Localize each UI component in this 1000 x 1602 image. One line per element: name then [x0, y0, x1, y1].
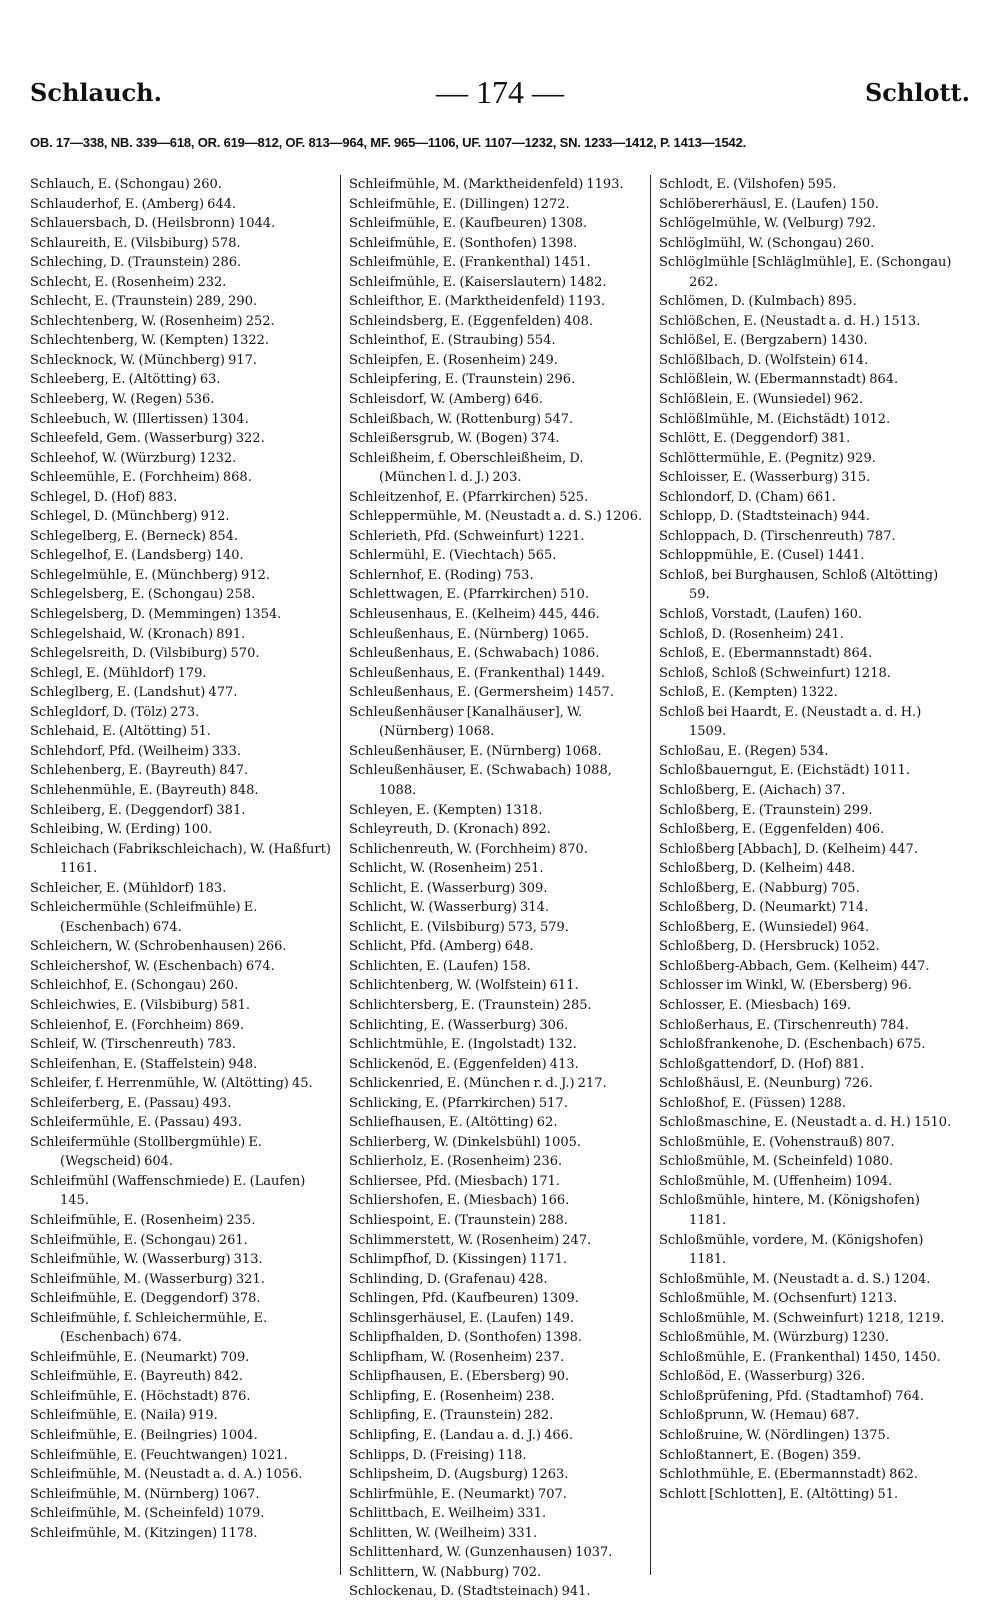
district-abbreviations: OB. 17—338, NB. 339—618, OR. 619—812, OF. 813—964, MF. 965—1106, UF. 1107—1232, SN. 1233—1412, P. 1413—1542.	[30, 135, 747, 150]
index-entry: Schleifermühle, E. (Passau) 493.	[30, 1115, 242, 1131]
index-entry: Schloppach, D. (Tirschenreuth) 787.	[659, 528, 896, 544]
index-entry: Schloßberg, E. (Aichach) 37.	[659, 782, 846, 798]
index-entry: Schleiberg, E. (Deggendorf) 381.	[30, 802, 246, 818]
index-entry: Schleifermühle (Stollbergmühle) E. (Wegscheid) 604.	[30, 1134, 262, 1170]
index-entry: Schleifmühle, M. (Nürnberg) 1067.	[30, 1486, 260, 1502]
index-entry: Schleifmühle, E. (Schongau) 261.	[30, 1232, 248, 1248]
index-entry: Schlichten, E. (Laufen) 158.	[349, 958, 531, 974]
index-entry: Schloßbauerngut, E. (Eichstädt) 1011.	[659, 763, 910, 779]
index-entry: Schlernhof, E. (Roding) 753.	[349, 567, 534, 583]
index-entry: Schlött, E. (Deggendorf) 381.	[659, 431, 851, 447]
index-entry: Schlöglmühle [Schläglmühle], E. (Schongau) 262.	[659, 255, 952, 290]
index-entry: Schlinding, D. (Grafenau) 428.	[349, 1271, 548, 1287]
index-entry: Schleißbach, W. (Rottenburg) 547.	[349, 411, 574, 427]
index-entry: Schleichwies, E. (Vilsbiburg) 581.	[30, 997, 250, 1013]
index-entry: Schloß, Schloß (Schweinfurt) 1218.	[659, 665, 891, 681]
index-entry: Schlicht, Pfd. (Amberg) 648.	[349, 939, 534, 955]
index-entry: Schlöbererhäusl, E. (Laufen) 150.	[659, 196, 879, 212]
index-entry: Schleifmühle, E. (Dillingen) 1272.	[349, 196, 570, 212]
index-entry: Schleching, D. (Traunstein) 286.	[30, 255, 242, 271]
index-entry: Schleußenhäuser, E. (Nürnberg) 1068.	[349, 743, 602, 759]
index-entry: Schleifmühle, E. (Deggendorf) 378.	[30, 1291, 261, 1307]
index-entry: Schleiferberg, E. (Passau) 493.	[30, 1095, 232, 1111]
index-entry: Schlipsheim, D. (Augsburg) 1263.	[349, 1467, 569, 1483]
index-entry: Schloß, bei Burghausen, Schloß (Altötting) 59.	[659, 567, 939, 603]
index-entry: Schleußenhaus, E. (Frankenthal) 1449.	[349, 665, 606, 681]
index-entry: Schleichermühle (Schleifmühle) E. (Eschenbach) 674.	[30, 900, 258, 935]
index-entry: Schleifmühle, E. (Bayreuth) 842.	[30, 1369, 244, 1385]
index-entry: Schlipfing, E. (Landau a. d. J.) 466.	[349, 1428, 574, 1443]
index-entry: Schlingen, Pfd. (Kaufbeuren) 1309.	[349, 1291, 579, 1307]
index-entry: Schloßberg, E. (Wunsiedel) 964.	[659, 919, 870, 935]
index-entry: Schlipfhalden, D. (Sonthofen) 1398.	[349, 1330, 583, 1346]
index-entry: Schleifmühle, E. (Sonthofen) 1398.	[349, 235, 578, 251]
index-entry: Schlichting, E. (Wasserburg) 306.	[349, 1017, 569, 1033]
index-entry: Schleehof, W. (Würzburg) 1232.	[30, 450, 237, 466]
index-entry: Schloßgattendorf, D. (Hof) 881.	[659, 1056, 865, 1072]
column-2	[340, 175, 650, 1600]
index-entry: Schlitten, W. (Weilheim) 331.	[349, 1525, 538, 1541]
index-entry: Schlecht, E. (Rosenheim) 232.	[30, 274, 227, 290]
index-entry: Schleeberg, W. (Regen) 536.	[30, 392, 215, 408]
index-entry: Schlierberg, W. (Dinkelsbühl) 1005.	[349, 1134, 582, 1150]
index-entry: Schleichern, W. (Schrobenhausen) 266.	[30, 939, 287, 955]
index-entry: Schlockenau, D. (Stadtsteinach) 941.	[349, 1584, 591, 1600]
page-header	[30, 70, 970, 110]
index-entry: Schliershofen, E. (Miesbach) 166.	[349, 1193, 570, 1209]
index-entry: Schleußenhaus, E. (Schwabach) 1086.	[349, 646, 600, 662]
index-entry: Schlickenried, E. (München r. d. J.) 217.	[349, 1076, 607, 1092]
index-entry: Schlechtenberg, W. (Kempten) 1322.	[30, 333, 270, 349]
index-entry: Schloßau, E. (Regen) 534.	[659, 743, 829, 759]
index-entry: Schlößlein, W. (Ebermannstadt) 864.	[659, 372, 899, 388]
index-entry: Schlittbach, E. Weilheim) 331.	[349, 1506, 547, 1522]
index-entry: Schleifmühl (Waffenschmiede) E. (Laufen) 145.	[30, 1173, 306, 1209]
index-entry: Schloisser, E. (Wasserburg) 315.	[659, 470, 871, 486]
index-entry: Schlegelhof, E. (Landsberg) 140.	[30, 548, 244, 564]
index-entry: Schleusenhaus, E. (Kelheim) 445, 446.	[349, 607, 600, 623]
index-entry: Schlipfham, W. (Rosenheim) 237.	[349, 1349, 565, 1365]
index-entry: Schloßhäusl, E. (Neunburg) 726.	[659, 1076, 873, 1092]
index-entry: Schlettwagen, E. (Pfarrkirchen) 510.	[349, 587, 590, 603]
index-entry: Schlegl, E. (Mühldorf) 179.	[30, 665, 207, 681]
index-entry: Schlößlmühle, M. (Eichstädt) 1012.	[659, 411, 891, 427]
index-entry: Schleifmühle, E. (Beilngries) 1004.	[30, 1428, 258, 1443]
index-entry: Schleißersgrub, W. (Bogen) 374.	[349, 431, 560, 447]
index-entry: Schlauersbach, D. (Heilsbronn) 1044.	[30, 216, 276, 232]
index-entry: Schloßberg, E. (Eggenfelden) 406.	[659, 822, 885, 838]
index-entry: Schleichach (Fabrikschleichach), W. (Haßfurt) 1161.	[30, 841, 331, 877]
index-entry: Schlößel, E. (Bergzabern) 1430.	[659, 333, 868, 349]
index-entry: Schleifmühle, M. (Kitzingen) 1178.	[30, 1525, 258, 1541]
index-entry: Schloßmühle, M. (Würzburg) 1230.	[659, 1330, 889, 1346]
index-entry: Schlömen, D. (Kulmbach) 895.	[659, 294, 857, 310]
index-entry: Schlaureith, E. (Vilsbiburg) 578.	[30, 235, 241, 251]
index-entry: Schloß, Vorstadt, (Laufen) 160.	[659, 607, 863, 623]
index-entry: Schleebuch, W. (Illertissen) 1304.	[30, 411, 249, 427]
index-entry: Schleifmühle, E. (Kaufbeuren) 1308.	[349, 216, 588, 232]
page-number: — 174 —	[436, 74, 564, 110]
index-entry: Schleifmühle, E. (Höchstadt) 876.	[30, 1388, 251, 1404]
index-entry: Schloßmühle, M. (Ochsenfurt) 1213.	[659, 1291, 898, 1307]
index-entry: Schlott [Schlotten], E. (Altötting) 51.	[659, 1486, 899, 1502]
index-entry: Schloßberg, D. (Hersbruck) 1052.	[659, 939, 880, 955]
index-entry: Schleppermühle, M. (Neustadt a. d. S.) 1206.	[349, 509, 643, 525]
index-entry: Schlopp, D. (Stadtsteinach) 944.	[659, 509, 870, 525]
index-entry: Schlicht, W. (Rosenheim) 251.	[349, 861, 544, 877]
index-entry: Schleifmühle, M. (Neustadt a. d. A.) 1056.	[30, 1467, 303, 1483]
index-entry: Schleifmühle, W. (Wasserburg) 313.	[30, 1252, 263, 1268]
index-entry: Schlondorf, D. (Cham) 661.	[659, 489, 836, 505]
index-entry: Schleifmühle, E. (Rosenheim) 235.	[30, 1212, 256, 1228]
index-entry: Schlößlbach, D. (Wolfstein) 614.	[659, 352, 869, 368]
index-entry: Schlittenhard, W. (Gunzenhausen) 1037.	[349, 1545, 613, 1561]
index-entry: Schloßerhaus, E. (Tirschenreuth) 784.	[659, 1017, 909, 1033]
index-entry: Schloßmühle, M. (Uffenheim) 1094.	[659, 1173, 893, 1189]
index-entry: Schlickenöd, E. (Eggenfelden) 413.	[349, 1056, 579, 1072]
index-entry: Schleifmühle, E. (Feuchtwangen) 1021.	[30, 1447, 288, 1463]
index-entry: Schlermühl, E. (Viechtach) 565.	[349, 548, 557, 564]
index-entry: Schlichtmühle, E. (Ingolstadt) 132.	[349, 1037, 577, 1053]
index-entry: Schlipfhausen, E. (Ebersberg) 90.	[349, 1369, 570, 1385]
index-entry: Schlicht, W. (Wasserburg) 314.	[349, 900, 550, 916]
index-entry: Schloßmühle, M. (Neustadt a. d. S.) 1204.	[659, 1271, 931, 1287]
index-entry: Schloßberg, D. (Kelheim) 448.	[659, 861, 856, 877]
index-entry: Schlecknock, W. (Münchberg) 917.	[30, 352, 258, 368]
index-entry: Schleindsberg, E. (Eggenfelden) 408.	[349, 313, 593, 329]
index-entry: Schleußenhaus, E. (Germersheim) 1457.	[349, 685, 614, 701]
index-entry: Schloßruine, W. (Nördlingen) 1375.	[659, 1428, 890, 1443]
index-entry: Schlosser im Winkl, W. (Ebersberg) 96.	[659, 978, 912, 994]
index-entry: Schleeberg, E. (Altötting) 63.	[30, 372, 221, 388]
index-entry: Schlehaid, E. (Altötting) 51.	[30, 724, 211, 740]
index-entry: Schlittern, W. (Nabburg) 702.	[349, 1564, 542, 1580]
index-entry: Schlößlein, E. (Wunsiedel) 962.	[659, 392, 864, 408]
index-entry: Schloß, E. (Ebermannstadt) 864.	[659, 646, 873, 662]
index-entry: Schlipps, D. (Freising) 118.	[349, 1447, 527, 1463]
index-entry: Schloßtannert, E. (Bogen) 359.	[659, 1447, 862, 1463]
index-entry: Schleifmühle, E. (Frankenthal) 1451.	[349, 255, 591, 271]
index-columns	[30, 175, 970, 1600]
index-entry: Schliersee, Pfd. (Miesbach) 171.	[349, 1173, 561, 1189]
index-entry: Schloßmühle, M. (Schweinfurt) 1218, 1219.	[659, 1310, 945, 1326]
index-entry: Schlechtenberg, W. (Rosenheim) 252.	[30, 313, 275, 329]
index-entry: Schloßmühle, M. (Scheinfeld) 1080.	[659, 1154, 894, 1170]
index-entry: Schlecht, E. (Traunstein) 289, 290.	[30, 294, 258, 310]
index-entry: Schleefeld, Gem. (Wasserburg) 322.	[30, 431, 265, 447]
index-entry: Schlöglmühl, W. (Schongau) 260.	[659, 235, 875, 251]
index-entry: Schlegelsberg, E. (Schongau) 258.	[30, 587, 256, 603]
index-entry: Schlegelmühle, E. (Münchberg) 912.	[30, 567, 271, 583]
index-entry: Schlauch, E. (Schongau) 260.	[30, 177, 222, 192]
index-entry: Schleifmühle, E. (Naila) 919.	[30, 1408, 218, 1424]
index-entry: Schlichenreuth, W. (Forchheim) 870.	[349, 841, 588, 857]
index-entry: Schleichershof, W. (Eschenbach) 674.	[30, 958, 275, 974]
index-entry: Schlimpfhof, D. (Kissingen) 1171.	[349, 1252, 567, 1268]
index-entry: Schloßberg, D. (Neumarkt) 714.	[659, 900, 869, 916]
index-entry: Schlegldorf, D. (Tölz) 273.	[30, 704, 200, 720]
index-entry: Schlöttermühle, E. (Pegnitz) 929.	[659, 450, 876, 466]
index-entry: Schloßprunn, W. (Hemau) 687.	[659, 1408, 860, 1424]
index-entry: Schlierholz, E. (Rosenheim) 236.	[349, 1154, 563, 1170]
index-entry: Schleicher, E. (Mühldorf) 183.	[30, 880, 227, 896]
index-entry: Schleifmühle, E. (Neumarkt) 709.	[30, 1349, 250, 1365]
index-entry: Schleußenhaus, E. (Nürnberg) 1065.	[349, 626, 590, 642]
index-entry: Schleinthof, E. (Straubing) 554.	[349, 333, 556, 349]
index-entry: Schloßhof, E. (Füssen) 1288.	[659, 1095, 847, 1111]
index-entry: Schloppmühle, E. (Cusel) 1441.	[659, 548, 865, 564]
index-entry: Schloßöd, E. (Wasserburg) 326.	[659, 1369, 866, 1385]
index-entry: Schloß, E. (Kempten) 1322.	[659, 685, 838, 701]
index-entry: Schlicking, E. (Pfarrkirchen) 517.	[349, 1095, 568, 1111]
index-entry: Schleitzenhof, E. (Pfarrkirchen) 525.	[349, 489, 589, 505]
index-entry: Schlicht, E. (Wasserburg) 309.	[349, 880, 548, 896]
index-entry: Schleifenhan, E. (Staffelstein) 948.	[30, 1056, 258, 1072]
index-entry: Schleifmühle, M. (Scheinfeld) 1079.	[30, 1506, 265, 1522]
index-entry: Schlodt, E. (Vilshofen) 595.	[659, 177, 837, 192]
index-entry: Schleienhof, E. (Forchheim) 869.	[30, 1017, 244, 1033]
index-entry: Schlauderhof, E. (Amberg) 644.	[30, 196, 237, 212]
index-entry: Schlößchen, E. (Neustadt a. d. H.) 1513.	[659, 313, 921, 329]
index-entry: Schloßberg, E. (Traunstein) 299.	[659, 802, 873, 818]
index-entry: Schloß, D. (Rosenheim) 241.	[659, 626, 844, 642]
index-entry: Schloßmühle, hintere, M. (Königshofen) 1181.	[659, 1193, 920, 1228]
index-entry: Schleifmühle, M. (Wasserburg) 321.	[30, 1271, 265, 1287]
index-entry: Schloßberg, E. (Nabburg) 705.	[659, 880, 860, 896]
index-entry: Schloß bei Haardt, E. (Neustadt a. d. H.) 1509.	[659, 704, 922, 740]
header-first-entry: Schlauch.	[30, 78, 162, 107]
index-entry: Schlehdorf, Pfd. (Weilheim) 333.	[30, 743, 241, 759]
index-entry: Schlegelsreith, D. (Vilsbiburg) 570.	[30, 646, 260, 662]
index-entry: Schlegelshaid, W. (Kronach) 891.	[30, 626, 246, 642]
index-entry: Schlegel, D. (Münchberg) 912.	[30, 509, 230, 525]
index-entry: Schleußenhäuser, E. (Schwabach) 1088, 1088.	[349, 763, 612, 798]
index-entry: Schlinsgerhäusel, E. (Laufen) 149.	[349, 1310, 575, 1326]
index-entry: Schleifmühle, M. (Marktheidenfeld) 1193.	[349, 177, 624, 192]
index-entry: Schloßmühle, vordere, M. (Königshofen) 1181.	[659, 1232, 924, 1268]
index-entry: Schleifthor, E. (Marktheidenfeld) 1193.	[349, 294, 606, 310]
index-entry: Schleif, W. (Tirschenreuth) 783.	[30, 1037, 237, 1053]
index-entry: Schleipfering, E. (Traunstein) 296.	[349, 372, 576, 388]
index-entry: Schloßberg [Abbach], D. (Kelheim) 447.	[659, 841, 918, 857]
index-entry: Schleußenhäuser [Kanalhäuser], W. (Nürnberg) 1068.	[349, 704, 583, 740]
index-entry: Schloßfrankenohe, D. (Eschenbach) 675.	[659, 1037, 926, 1053]
index-entry: Schloßmühle, E. (Frankenthal) 1450, 1450.	[659, 1349, 941, 1365]
index-entry: Schleyen, E. (Kempten) 1318.	[349, 802, 543, 818]
index-entry: Schlimmerstett, W. (Rosenheim) 247.	[349, 1232, 592, 1248]
index-entry: Schleifmühle, E. (Kaiserslautern) 1482.	[349, 274, 607, 290]
index-entry: Schloßberg-Abbach, Gem. (Kelheim) 447.	[659, 958, 930, 974]
index-entry: Schliespoint, E. (Traunstein) 288.	[349, 1212, 568, 1228]
column-3	[650, 175, 960, 1575]
index-entry: Schleißheim, f. Oberschleißheim, D. (München l. d. J.) 203.	[349, 450, 584, 486]
index-entry: Schlicht, E. (Vilsbiburg) 573, 579.	[349, 919, 569, 935]
index-entry: Schlegelberg, E. (Berneck) 854.	[30, 528, 239, 544]
index-entry: Schlegel, D. (Hof) 883.	[30, 489, 178, 505]
index-entry: Schlipfing, E. (Traunstein) 282.	[349, 1408, 554, 1424]
index-entry: Schleglberg, E. (Landshut) 477.	[30, 685, 238, 701]
index-entry: Schlosser, E. (Miesbach) 169.	[659, 997, 852, 1013]
index-entry: Schlehenberg, E. (Bayreuth) 847.	[30, 763, 249, 779]
index-entry: Schlipfing, E. (Rosenheim) 238.	[349, 1388, 555, 1404]
index-entry: Schliefhausen, E. (Altötting) 62.	[349, 1115, 558, 1131]
index-entry: Schlehenmühle, E. (Bayreuth) 848.	[30, 782, 259, 798]
index-entry: Schlichtersberg, E. (Traunstein) 285.	[349, 997, 592, 1013]
index-entry: Schleichhof, E. (Schongau) 260.	[30, 978, 239, 994]
index-entry: Schlegelsberg, D. (Memmingen) 1354.	[30, 607, 282, 623]
index-entry: Schlirfmühle, E. (Neumarkt) 707.	[349, 1486, 567, 1502]
header-last-entry: Schlott.	[864, 78, 970, 107]
index-entry: Schlögelmühle, W. (Velburg) 792.	[659, 216, 876, 232]
index-entry: Schleemühle, E. (Forchheim) 868.	[30, 470, 252, 486]
index-entry: Schleipfen, E. (Rosenheim) 249.	[349, 352, 558, 368]
column-1	[30, 175, 340, 1575]
index-entry: Schleisdorf, W. (Amberg) 646.	[349, 392, 544, 408]
index-entry: Schleyreuth, D. (Kronach) 892.	[349, 822, 551, 838]
index-entry: Schloßmaschine, E. (Neustadt a. d. H.) 1510.	[659, 1115, 952, 1131]
index-entry: Schlothmühle, E. (Ebermannstadt) 862.	[659, 1467, 919, 1483]
index-entry: Schloßprüfening, Pfd. (Stadtamhof) 764.	[659, 1388, 925, 1404]
index-entry: Schlichtenberg, W. (Wolfstein) 611.	[349, 978, 579, 994]
index-entry: Schleifmühle, f. Schleichermühle, E. (Eschenbach) 674.	[30, 1310, 268, 1346]
index-entry: Schlerieth, Pfd. (Schweinfurt) 1221.	[349, 528, 585, 544]
index-entry: Schleifer, f. Herrenmühle, W. (Altötting) 45.	[30, 1076, 313, 1092]
index-entry: Schleibing, W. (Erding) 100.	[30, 822, 213, 838]
index-entry: Schloßmühle, E. (Vohenstrauß) 807.	[659, 1134, 895, 1150]
